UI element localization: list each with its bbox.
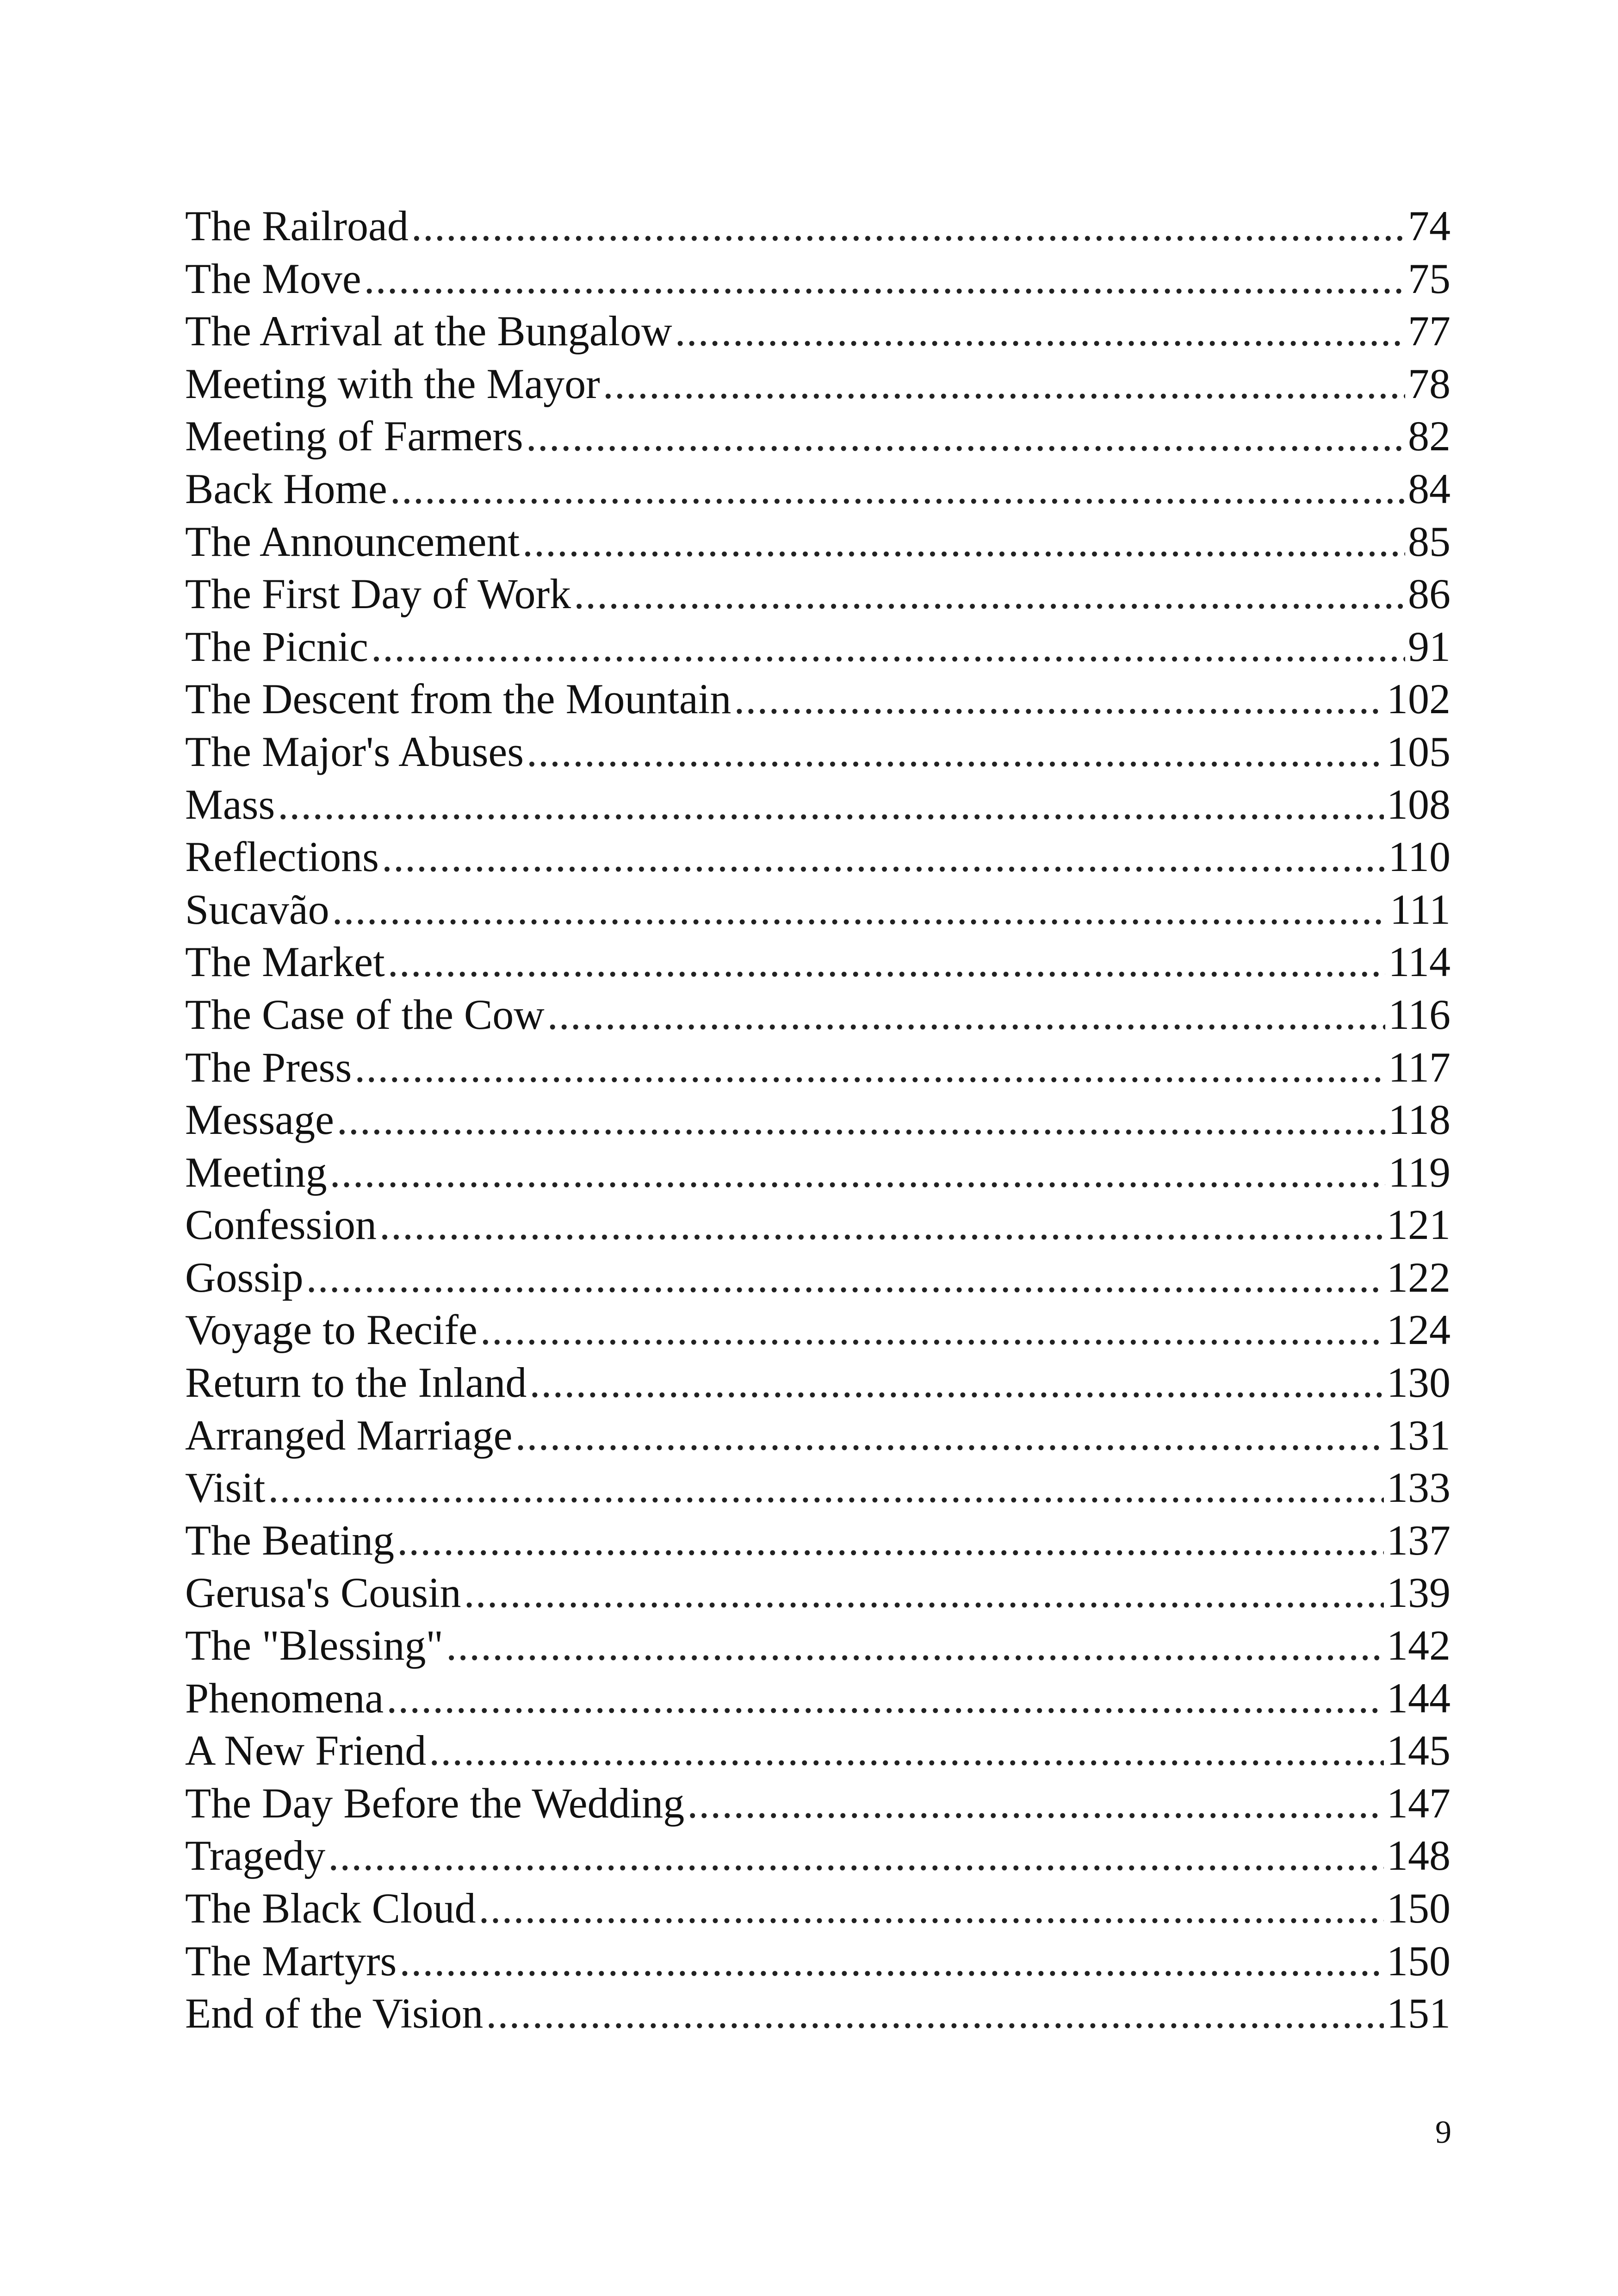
toc-entry-page: 124 [1387, 1306, 1451, 1354]
toc-entry [185, 1146, 1451, 1199]
dot-leader [388, 936, 1386, 989]
dot-leader [464, 1567, 1384, 1619]
toc-entry-title: The Beating [185, 1516, 395, 1564]
toc-entry-page: 114 [1388, 938, 1451, 986]
toc-entry-page: 105 [1387, 728, 1451, 775]
toc-entry-page: 133 [1387, 1464, 1451, 1512]
toc-entry-title: Return to the Inland [185, 1359, 527, 1406]
toc-entry [185, 1304, 1451, 1356]
toc-entry [185, 1514, 1451, 1567]
toc-entry-page: 111 [1389, 885, 1451, 933]
toc-entry [185, 253, 1451, 305]
toc-entry [185, 200, 1451, 253]
toc-entry-page: 74 [1408, 202, 1451, 249]
dot-leader [306, 1251, 1384, 1304]
toc-entry-title: Gossip [185, 1253, 304, 1301]
dot-leader [328, 1829, 1384, 1882]
dot-leader [687, 1777, 1384, 1830]
toc-entry-page: 137 [1387, 1516, 1451, 1564]
toc-entry-page: 142 [1387, 1622, 1451, 1669]
toc-entry-page: 147 [1387, 1779, 1451, 1827]
dot-leader [411, 200, 1405, 253]
toc-entry-title: Gerusa's Cousin [185, 1569, 461, 1617]
toc-entry-page: 91 [1408, 622, 1451, 670]
page-number: 9 [1435, 2115, 1451, 2150]
toc-entry-title: The Black Cloud [185, 1885, 476, 1932]
toc-entry [185, 1041, 1451, 1094]
toc-entry [185, 358, 1451, 411]
toc-entry [185, 673, 1451, 726]
toc-entry [185, 410, 1451, 463]
dot-leader [429, 1724, 1384, 1777]
dot-leader [603, 358, 1405, 411]
toc-entry [185, 1935, 1451, 1988]
dot-leader [397, 1514, 1384, 1567]
toc-entry [185, 1672, 1451, 1725]
toc-entry-page: 122 [1387, 1253, 1451, 1301]
dot-leader [479, 1882, 1384, 1935]
toc-entry-title: Meeting [185, 1148, 327, 1196]
toc-entry-title: Visit [185, 1464, 266, 1512]
toc-entry [185, 1724, 1451, 1777]
toc-entry-page: 150 [1387, 1937, 1451, 1985]
toc-entry-title: Arranged Marriage [185, 1411, 513, 1459]
toc-entry-page: 110 [1388, 833, 1451, 881]
toc-entry [185, 1094, 1451, 1146]
dot-leader [354, 1041, 1385, 1094]
toc-entry [185, 305, 1451, 358]
dot-leader [399, 1935, 1384, 1988]
toc-entry-title: Tragedy [185, 1832, 326, 1879]
toc-entry-title: The Picnic [185, 622, 368, 670]
toc-entry [185, 936, 1451, 989]
toc-entry-title: Phenomena [185, 1674, 384, 1722]
toc-entry-title: Back Home [185, 465, 387, 512]
toc-entry-title: Reflections [185, 833, 379, 881]
toc-entry-title: Meeting of Farmers [185, 412, 523, 460]
toc-entry-title: Voyage to Recife [185, 1306, 477, 1354]
toc-entry-title: The Day Before the Wedding [185, 1779, 685, 1827]
dot-leader [574, 568, 1405, 621]
toc-entry-page: 148 [1387, 1832, 1451, 1879]
toc-entry-page: 121 [1387, 1201, 1451, 1249]
dot-leader [527, 726, 1384, 778]
toc-entry-title: The Major's Abuses [185, 728, 524, 775]
toc-entry-page: 131 [1387, 1411, 1451, 1459]
toc-entry-page: 85 [1408, 517, 1451, 565]
toc-entry-title: Sucavão [185, 885, 329, 933]
dot-leader [734, 673, 1384, 726]
toc-entry [185, 831, 1451, 884]
dot-leader [371, 621, 1405, 673]
toc-entry-page: 77 [1408, 307, 1451, 355]
toc-entry-page: 102 [1387, 675, 1451, 723]
toc-entry [185, 1567, 1451, 1619]
toc-entry [185, 1987, 1451, 2040]
dot-leader [675, 305, 1405, 358]
toc-entry-title: A New Friend [185, 1727, 427, 1774]
table-of-contents [185, 200, 1451, 2040]
toc-entry-page: 84 [1408, 465, 1451, 512]
toc-entry-page: 75 [1408, 255, 1451, 302]
dot-leader [390, 463, 1405, 516]
toc-entry-title: The Martyrs [185, 1937, 397, 1985]
toc-entry-page: 108 [1387, 780, 1451, 828]
dot-leader [332, 884, 1387, 936]
toc-entry-title: The Descent from the Mountain [185, 675, 732, 723]
toc-entry-page: 116 [1388, 990, 1451, 1038]
toc-entry-title: The Market [185, 938, 385, 986]
toc-entry-title: The First Day of Work [185, 570, 571, 618]
toc-entry-title: The Press [185, 1043, 352, 1091]
toc-entry-page: 86 [1408, 570, 1451, 618]
toc-entry [185, 778, 1451, 831]
toc-entry [185, 1356, 1451, 1409]
dot-leader [547, 989, 1386, 1041]
toc-entry [185, 1882, 1451, 1935]
dot-leader [480, 1304, 1384, 1356]
toc-entry [185, 1251, 1451, 1304]
toc-entry-page: 78 [1408, 360, 1451, 407]
toc-entry [185, 1829, 1451, 1882]
toc-entry [185, 1462, 1451, 1514]
toc-entry-page: 82 [1408, 412, 1451, 460]
dot-leader [382, 831, 1385, 884]
toc-entry-title: End of the Vision [185, 1990, 484, 2037]
dot-leader [486, 1987, 1384, 2040]
toc-entry-title: Mass [185, 780, 275, 828]
toc-entry [185, 1199, 1451, 1251]
toc-entry [185, 568, 1451, 621]
toc-entry [185, 1409, 1451, 1462]
toc-entry-title: The Move [185, 255, 361, 302]
toc-entry-title: The Announcement [185, 517, 520, 565]
toc-entry-title: Message [185, 1096, 334, 1144]
dot-leader [446, 1619, 1384, 1672]
toc-entry-page: 150 [1387, 1885, 1451, 1932]
toc-entry-title: Meeting with the Mayor [185, 360, 600, 407]
dot-leader [529, 1356, 1384, 1409]
dot-leader [522, 516, 1405, 568]
toc-entry [185, 1777, 1451, 1830]
toc-entry-page: 151 [1387, 1990, 1451, 2037]
dot-leader [379, 1199, 1384, 1251]
toc-entry-page: 130 [1387, 1359, 1451, 1406]
toc-entry-page: 144 [1387, 1674, 1451, 1722]
dot-leader [268, 1462, 1384, 1514]
toc-entry [185, 516, 1451, 568]
toc-entry-title: The Railroad [185, 202, 409, 249]
toc-entry [185, 621, 1451, 673]
dot-leader [515, 1409, 1384, 1462]
toc-entry-page: 119 [1388, 1148, 1451, 1196]
dot-leader [364, 253, 1405, 305]
toc-entry [185, 989, 1451, 1041]
toc-entry-title: The "Blessing" [185, 1622, 444, 1669]
dot-leader [337, 1094, 1385, 1146]
toc-entry-page: 118 [1388, 1096, 1451, 1144]
toc-entry [185, 463, 1451, 516]
toc-entry-page: 117 [1388, 1043, 1451, 1091]
toc-entry [185, 1619, 1451, 1672]
toc-entry [185, 726, 1451, 778]
toc-entry-title: The Arrival at the Bungalow [185, 307, 672, 355]
dot-leader [386, 1672, 1384, 1725]
toc-entry-page: 145 [1387, 1727, 1451, 1774]
toc-entry-title: The Case of the Cow [185, 990, 545, 1038]
dot-leader [330, 1146, 1386, 1199]
dot-leader [526, 410, 1405, 463]
dot-leader [278, 778, 1384, 831]
toc-entry-title: Confession [185, 1201, 377, 1249]
toc-entry [185, 884, 1451, 936]
toc-entry-page: 139 [1387, 1569, 1451, 1617]
